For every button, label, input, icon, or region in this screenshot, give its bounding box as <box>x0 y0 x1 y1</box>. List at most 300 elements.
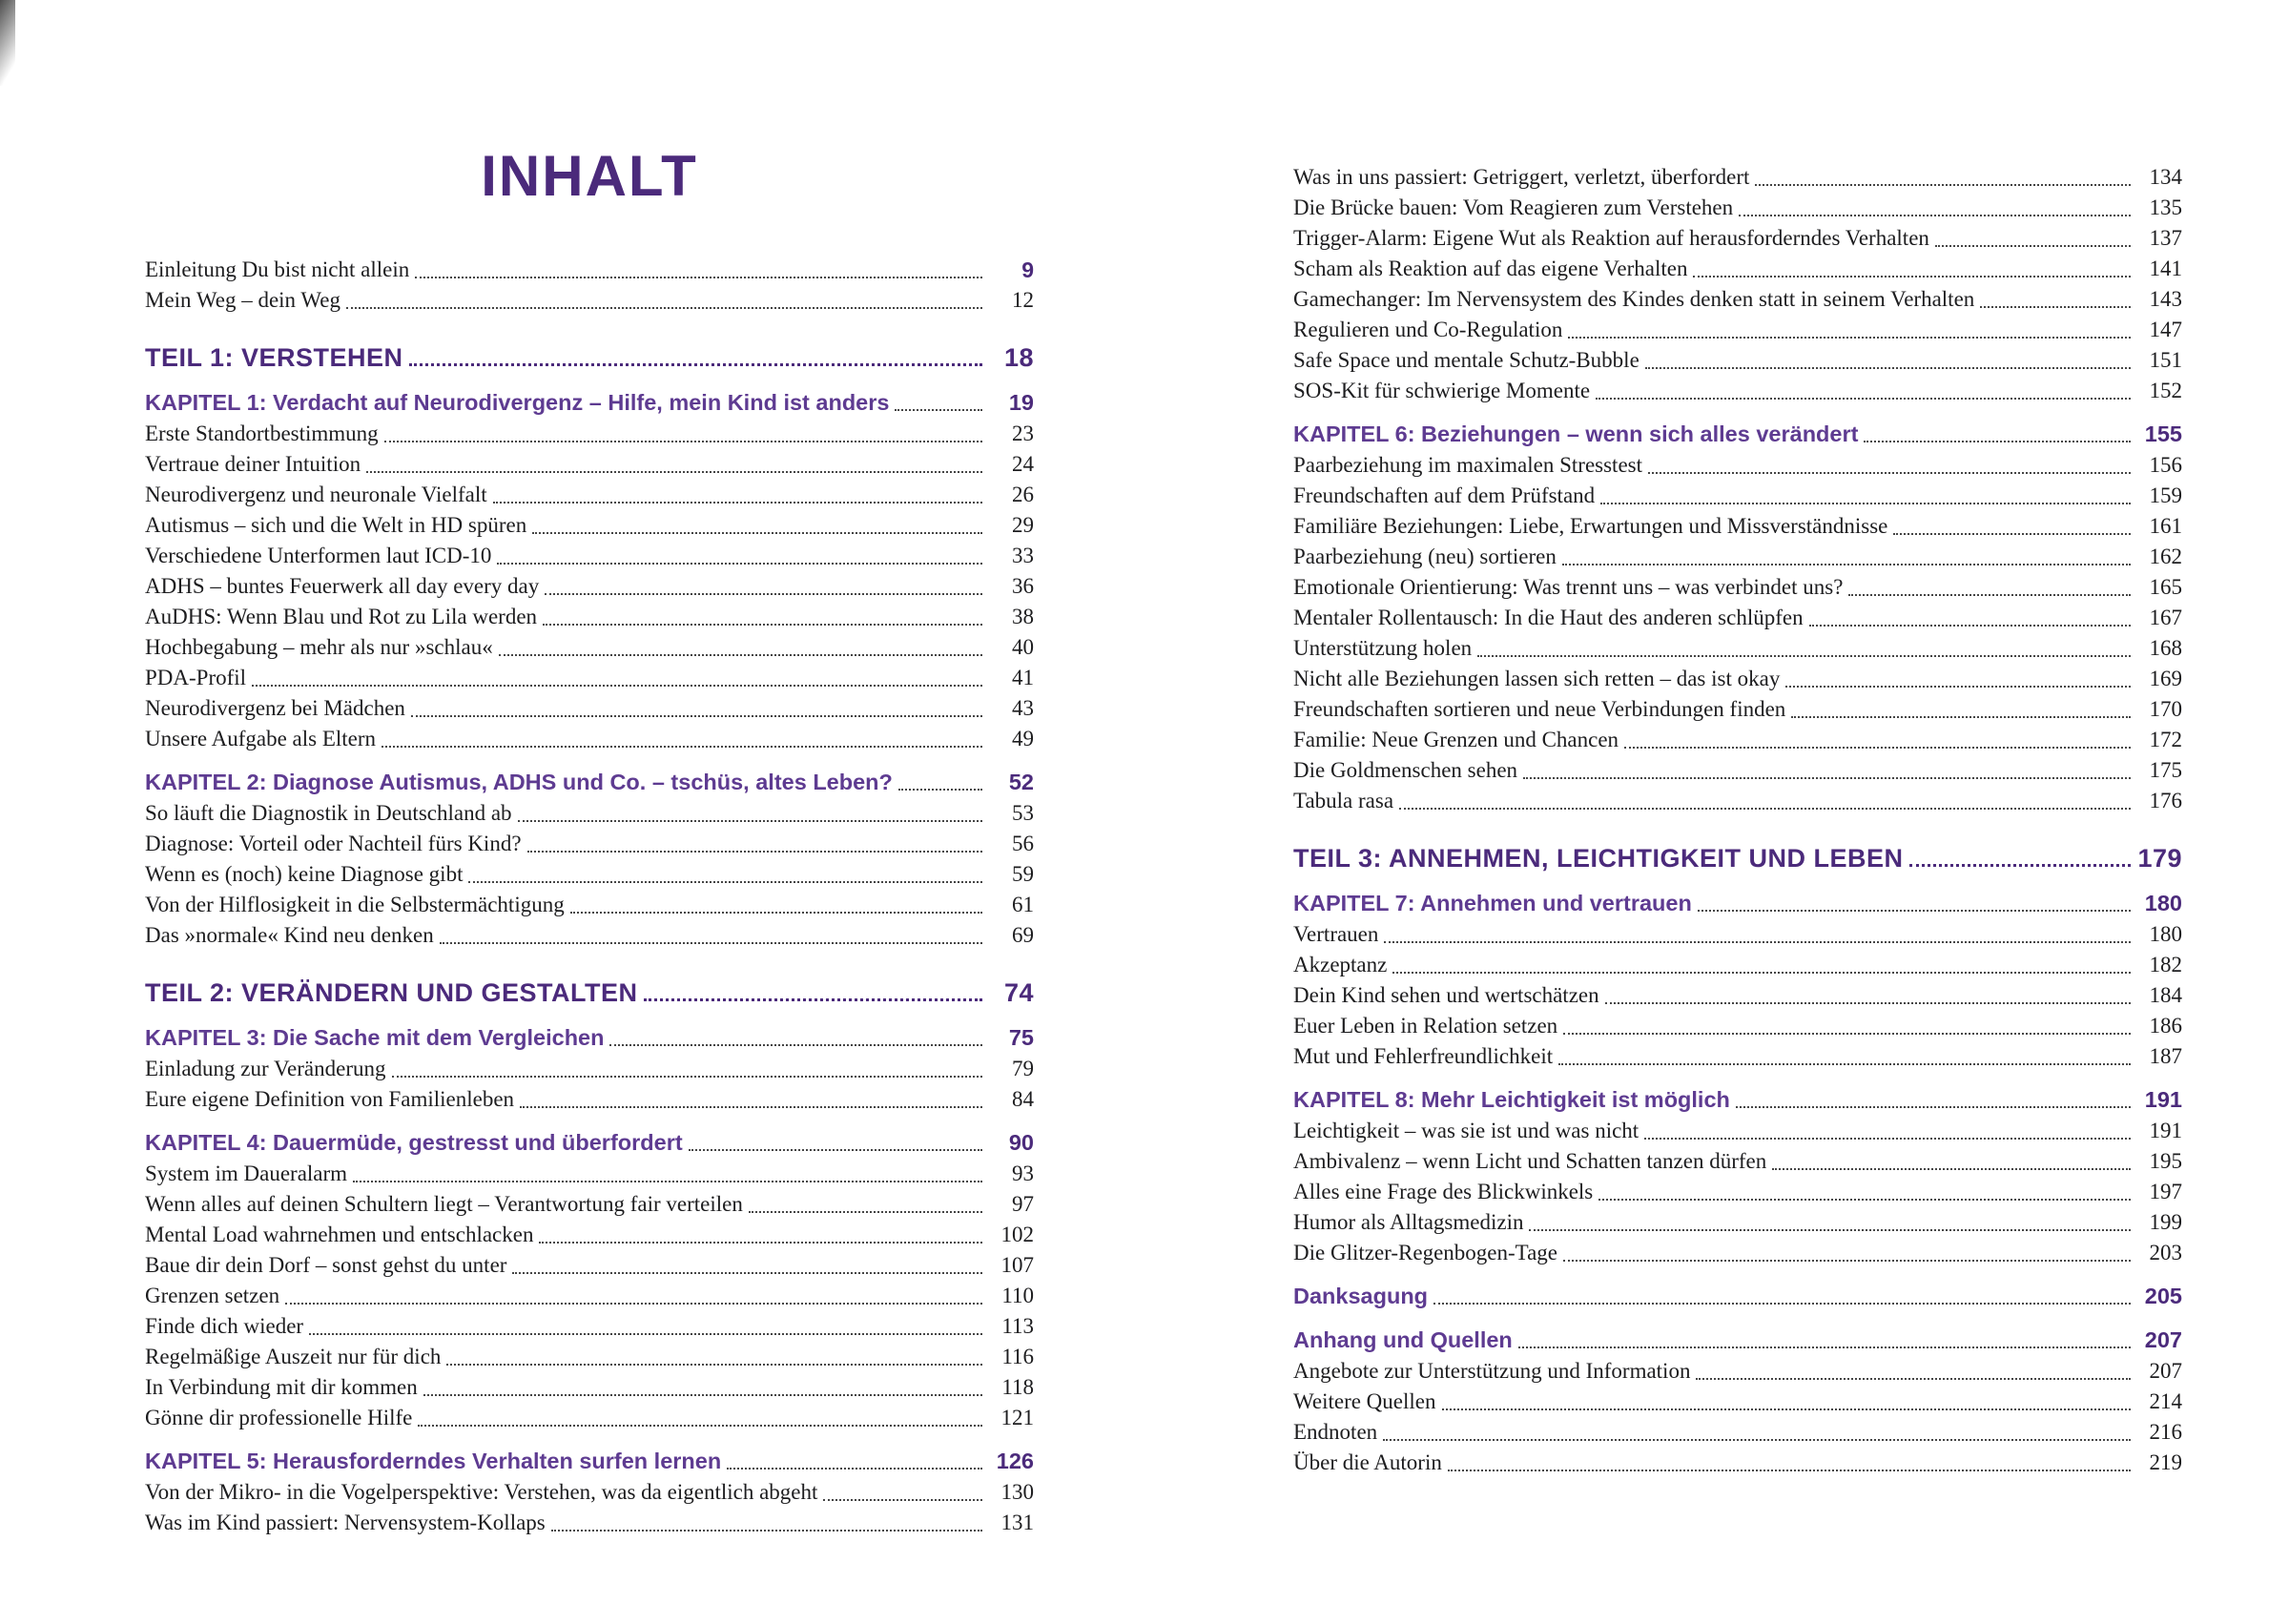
toc-section-heading <box>1293 1281 2182 1312</box>
toc-chapter-heading <box>1293 419 2182 450</box>
dot-leader <box>440 942 982 944</box>
toc-entry <box>1293 345 2182 376</box>
entry-label: Hochbegabung – mehr als nur »schlau« <box>145 635 493 659</box>
dot-leader <box>1598 1199 2131 1201</box>
dot-leader <box>895 409 982 411</box>
entry-label: Weitere Quellen <box>1293 1389 1436 1413</box>
entry-label: Nicht alle Beziehungen lassen sich retten – das ist okay <box>1293 667 1781 690</box>
entry-label: KAPITEL 4: Dauermüde, gestresst und überfordert <box>145 1130 683 1155</box>
entry-label: Wenn alles auf deinen Schultern liegt – Verantwortung fair verteilen <box>145 1192 743 1216</box>
dot-leader <box>518 820 982 822</box>
toc-entry <box>145 663 1034 693</box>
entry-page-number: 24 <box>1012 452 1034 476</box>
dot-leader <box>1563 1033 2131 1035</box>
toc-part-heading <box>145 976 1034 1010</box>
entry-page-number: 69 <box>1012 923 1034 947</box>
dot-leader <box>499 654 982 656</box>
dot-leader <box>644 998 982 1001</box>
entry-label: TEIL 3: ANNEHMEN, LEICHTIGKEIT UND LEBEN <box>1293 844 1904 873</box>
entry-page-number: 134 <box>2149 165 2182 189</box>
entry-page-number: 84 <box>1012 1087 1034 1111</box>
page-title: INHALT <box>481 144 698 208</box>
entry-page-number: 74 <box>1003 978 1034 1007</box>
entry-label: KAPITEL 2: Diagnose Autismus, ADHS und Co. – tschüs, altes Leben? <box>145 770 893 794</box>
entry-page-number: 102 <box>1000 1223 1034 1246</box>
entry-label: Familiäre Beziehungen: Liebe, Erwartungen und Missverständnisse <box>1293 514 1888 538</box>
entry-label: In Verbindung mit dir kommen <box>145 1375 418 1399</box>
entry-label: Freundschaften sortieren und neue Verbindungen finden <box>1293 697 1786 721</box>
toc-entry <box>145 724 1034 754</box>
entry-label: Neurodivergenz bei Mädchen <box>145 696 405 720</box>
entry-page-number: 52 <box>1008 770 1034 794</box>
toc-chapter-heading <box>145 767 1034 798</box>
entry-page-number: 187 <box>2149 1044 2182 1068</box>
entry-label: So läuft die Diagnostik in Deutschland ab <box>145 801 512 825</box>
dot-leader <box>1399 808 2131 810</box>
dot-leader <box>1935 245 2131 247</box>
dot-leader <box>353 1181 982 1182</box>
entry-page-number: 19 <box>1008 390 1034 415</box>
dot-leader <box>497 563 982 565</box>
toc-entry <box>145 480 1034 510</box>
entry-page-number: 182 <box>2149 953 2182 976</box>
dot-leader <box>468 881 982 883</box>
entry-page-number: 49 <box>1012 727 1034 750</box>
entry-label: Vertraue deiner Intuition <box>145 452 361 476</box>
entry-page-number: 155 <box>2144 421 2182 446</box>
entry-page-number: 79 <box>1012 1057 1034 1080</box>
entry-label: Anhang und Quellen <box>1293 1327 1513 1352</box>
toc-entry <box>1293 1417 2182 1448</box>
dot-leader <box>1523 777 2131 779</box>
dot-leader <box>346 307 982 309</box>
entry-page-number: 137 <box>2149 226 2182 250</box>
toc-entry <box>145 632 1034 663</box>
entry-label: Von der Mikro- in die Vogelperspektive: Verstehen, was da eigentlich abgeht <box>145 1480 818 1504</box>
dot-leader <box>539 1242 982 1244</box>
entry-label: KAPITEL 1: Verdacht auf Neurodivergenz – Hilfe, mein Kind ist anders <box>145 390 890 415</box>
toc-entry <box>1293 1356 2182 1387</box>
toc-entry <box>1293 786 2182 816</box>
toc-entry <box>1293 1238 2182 1268</box>
dot-leader <box>1809 625 2131 627</box>
toc-entry <box>145 890 1034 920</box>
toc-entry <box>145 602 1034 632</box>
dot-leader <box>1392 972 2131 974</box>
entry-label: Erste Standortbestimmung <box>145 421 379 445</box>
toc-entry <box>145 829 1034 859</box>
entry-page-number: 161 <box>2149 514 2182 538</box>
entry-label: Baue dir dein Dorf – sonst gehst du unter <box>145 1253 507 1277</box>
toc-entry <box>1293 376 2182 406</box>
toc-entry <box>1293 1116 2182 1146</box>
entry-page-number: 195 <box>2149 1149 2182 1173</box>
toc-entry <box>145 859 1034 890</box>
dot-leader <box>1518 1346 2131 1348</box>
dot-leader <box>1433 1303 2131 1305</box>
toc-entry <box>145 1250 1034 1281</box>
dot-leader <box>1600 503 2131 504</box>
toc-entry <box>145 285 1034 316</box>
dot-leader <box>1698 910 2131 912</box>
entry-label: KAPITEL 8: Mehr Leichtigkeit ist möglich <box>1293 1087 1730 1112</box>
toc-chapter-heading <box>1293 888 2182 919</box>
toc-entry <box>1293 603 2182 633</box>
toc-entry <box>1293 980 2182 1011</box>
toc-entry <box>1293 450 2182 481</box>
dot-leader <box>1785 686 2131 688</box>
dot-leader <box>1384 941 2131 943</box>
dot-leader <box>1772 1168 2131 1170</box>
dot-leader <box>1529 1229 2131 1231</box>
dot-leader <box>1596 398 2131 400</box>
toc-entry <box>145 1342 1034 1372</box>
dot-leader <box>1893 533 2131 535</box>
entry-page-number: 59 <box>1012 862 1034 886</box>
toc-chapter-heading <box>145 1446 1034 1477</box>
entry-page-number: 40 <box>1012 635 1034 659</box>
entry-label: Humor als Alltagsmedizin <box>1293 1210 1524 1234</box>
toc-entry <box>1293 162 2182 193</box>
entry-page-number: 43 <box>1012 696 1034 720</box>
entry-label: Eure eigene Definition von Familienleben <box>145 1087 515 1111</box>
toc-entry <box>145 1403 1034 1433</box>
entry-page-number: 167 <box>2149 606 2182 629</box>
toc-section-heading <box>1293 1325 2182 1356</box>
entry-label: Akzeptanz <box>1293 953 1388 976</box>
entry-label: Dein Kind sehen und wertschätzen <box>1293 983 1599 1007</box>
toc-chapter-heading <box>145 1022 1034 1054</box>
entry-page-number: 130 <box>1000 1480 1034 1504</box>
dot-leader <box>1909 864 2131 867</box>
entry-label: Danksagung <box>1293 1284 1429 1308</box>
entry-label: Scham als Reaktion auf das eigene Verhalten <box>1293 257 1688 280</box>
toc-entry <box>145 693 1034 724</box>
entry-page-number: 18 <box>1003 343 1034 372</box>
entry-label: Die Glitzer-Regenbogen-Tage <box>1293 1241 1557 1264</box>
entry-label: Autismus – sich und die Welt in HD spüren <box>145 513 527 537</box>
dot-leader <box>727 1468 982 1470</box>
entry-page-number: 176 <box>2149 789 2182 812</box>
dot-leader <box>1442 1408 2132 1410</box>
toc-entry <box>145 1477 1034 1508</box>
dot-leader <box>1383 1439 2131 1441</box>
entry-page-number: 36 <box>1012 574 1034 598</box>
entry-label: Einladung zur Veränderung <box>145 1057 386 1080</box>
dot-leader <box>609 1044 982 1046</box>
entry-page-number: 131 <box>1000 1511 1034 1534</box>
entry-page-number: 151 <box>2149 348 2182 372</box>
entry-page-number: 199 <box>2149 1210 2182 1234</box>
dot-leader <box>1980 306 2131 308</box>
entry-label: Mut und Fehlerfreundlichkeit <box>1293 1044 1554 1068</box>
entry-label: TEIL 1: VERSTEHEN <box>145 343 403 372</box>
dot-leader <box>366 471 982 473</box>
dot-leader <box>384 441 982 442</box>
toc-entry <box>145 1311 1034 1342</box>
entry-label: Paarbeziehung im maximalen Stresstest <box>1293 453 1642 477</box>
toc-entry <box>145 1281 1034 1311</box>
dot-leader <box>545 593 982 595</box>
entry-label: Endnoten <box>1293 1420 1378 1444</box>
dot-leader <box>1791 716 2131 718</box>
toc-entry <box>1293 1041 2182 1072</box>
toc-entry <box>145 1372 1034 1403</box>
dot-leader <box>409 363 982 366</box>
entry-page-number: 191 <box>2149 1119 2182 1142</box>
dot-leader <box>1562 564 2131 565</box>
toc-part-heading <box>1293 841 2182 875</box>
dot-leader <box>1739 215 2131 216</box>
entry-page-number: 156 <box>2149 453 2182 477</box>
dot-leader <box>1558 1063 2131 1065</box>
entry-page-number: 110 <box>1001 1284 1034 1307</box>
toc-chapter-heading <box>145 1127 1034 1159</box>
entry-page-number: 26 <box>1012 483 1034 506</box>
dot-leader <box>532 532 982 534</box>
entry-page-number: 23 <box>1012 421 1034 445</box>
entry-label: ADHS – buntes Feuerwerk all day every day <box>145 574 540 598</box>
entry-label: Von der Hilflosigkeit in die Selbstermächtigung <box>145 893 565 916</box>
toc-entry <box>1293 1387 2182 1417</box>
dot-leader <box>1864 441 2131 442</box>
dot-leader <box>1736 1106 2131 1108</box>
toc-entry <box>145 255 1034 285</box>
toc-entry <box>1293 1011 2182 1041</box>
entry-page-number: 191 <box>2144 1087 2182 1112</box>
entry-label: Neurodivergenz und neuronale Vielfalt <box>145 483 487 506</box>
toc-entry <box>145 449 1034 480</box>
toc-list-left <box>145 255 1034 1538</box>
entry-page-number: 184 <box>2149 983 2182 1007</box>
entry-page-number: 41 <box>1012 666 1034 689</box>
entry-page-number: 159 <box>2149 483 2182 507</box>
entry-label: Ambivalenz – wenn Licht und Schatten tanzen dürfen <box>1293 1149 1767 1173</box>
dot-leader <box>898 789 982 791</box>
entry-label: Vertrauen <box>1293 922 1379 946</box>
entry-label: KAPITEL 6: Beziehungen – wenn sich alles verändert <box>1293 421 1859 446</box>
entry-label: Trigger-Alarm: Eigene Wut als Reaktion auf herausforderndes Verhalten <box>1293 226 1929 250</box>
dot-leader <box>527 851 982 853</box>
entry-label: Emotionale Orientierung: Was trennt uns – was verbindet uns? <box>1293 575 1844 599</box>
dot-leader <box>415 277 982 278</box>
toc-entry <box>1293 694 2182 725</box>
entry-page-number: 29 <box>1012 513 1034 537</box>
entry-label: PDA-Profil <box>145 666 247 689</box>
scan-corner-shadow <box>0 0 15 86</box>
entry-page-number: 126 <box>996 1449 1034 1473</box>
entry-label: Mental Load wahrnehmen und entschlacken <box>145 1223 534 1246</box>
toc-entry <box>1293 254 2182 284</box>
toc-entry <box>1293 1177 2182 1207</box>
dot-leader <box>446 1364 982 1366</box>
toc-entry <box>1293 1448 2182 1478</box>
entry-page-number: 169 <box>2149 667 2182 690</box>
entry-label: Diagnose: Vorteil oder Nachteil fürs Kind? <box>145 832 522 855</box>
entry-label: SOS-Kit für schwierige Momente <box>1293 379 1591 402</box>
entry-label: TEIL 2: VERÄNDERN UND GESTALTEN <box>145 978 638 1007</box>
entry-page-number: 180 <box>2144 891 2182 915</box>
toc-chapter-heading <box>145 387 1034 419</box>
entry-page-number: 170 <box>2149 697 2182 721</box>
entry-page-number: 12 <box>1012 288 1034 312</box>
dot-leader <box>1848 594 2131 596</box>
entry-label: Mein Weg – dein Weg <box>145 288 340 312</box>
dot-leader <box>749 1211 982 1213</box>
entry-page-number: 116 <box>1001 1345 1034 1368</box>
toc-entry <box>1293 664 2182 694</box>
toc-entry <box>145 798 1034 829</box>
entry-page-number: 207 <box>2144 1327 2182 1352</box>
dot-leader <box>1605 1002 2131 1004</box>
entry-label: Grenzen setzen <box>145 1284 280 1307</box>
dot-leader <box>285 1303 982 1305</box>
toc-entry <box>1293 511 2182 542</box>
entry-page-number: 147 <box>2149 318 2182 341</box>
entry-page-number: 216 <box>2149 1420 2182 1444</box>
dot-leader <box>543 624 982 626</box>
toc-entry <box>145 541 1034 571</box>
entry-page-number: 61 <box>1012 893 1034 916</box>
entry-label: Einleitung Du bist nicht allein <box>145 257 410 281</box>
entry-label: AuDHS: Wenn Blau und Rot zu Lila werden <box>145 605 538 628</box>
entry-label: Angebote zur Unterstützung und Information <box>1293 1359 1691 1383</box>
entry-page-number: 162 <box>2149 545 2182 568</box>
dot-leader <box>1563 1260 2131 1262</box>
entry-page-number: 113 <box>1001 1314 1034 1338</box>
toc-entry <box>1293 755 2182 786</box>
toc-entry <box>1293 919 2182 950</box>
entry-page-number: 175 <box>2149 758 2182 782</box>
toc-entry <box>145 1159 1034 1189</box>
entry-page-number: 172 <box>2149 728 2182 751</box>
toc-entry <box>1293 633 2182 664</box>
entry-label: Regelmäßige Auszeit nur für dich <box>145 1345 442 1368</box>
toc-column-left <box>145 0 1034 1538</box>
dot-leader <box>382 746 982 748</box>
entry-label: Safe Space und mentale Schutz-Bubble <box>1293 348 1639 372</box>
dot-leader <box>1696 1378 2131 1380</box>
toc-entry <box>145 1189 1034 1220</box>
toc-part-heading <box>145 340 1034 375</box>
dot-leader <box>411 715 982 717</box>
toc-entry <box>145 419 1034 449</box>
toc-entry <box>1293 284 2182 315</box>
entry-label: Unsere Aufgabe als Eltern <box>145 727 377 750</box>
toc-entry <box>1293 950 2182 980</box>
toc-entry <box>1293 725 2182 755</box>
toc-entry <box>1293 481 2182 511</box>
entry-label: Paarbeziehung (neu) sortieren <box>1293 545 1557 568</box>
entry-page-number: 205 <box>2144 1284 2182 1308</box>
entry-label: Tabula rasa <box>1293 789 1394 812</box>
dot-leader <box>418 1425 982 1427</box>
entry-label: Was im Kind passiert: Nervensystem-Kollaps <box>145 1511 546 1534</box>
dot-leader <box>1568 337 2131 339</box>
entry-page-number: 75 <box>1008 1025 1034 1050</box>
entry-page-number: 121 <box>1000 1406 1034 1429</box>
dot-leader <box>252 685 982 687</box>
entry-page-number: 219 <box>2149 1450 2182 1474</box>
entry-page-number: 90 <box>1008 1130 1034 1155</box>
dot-leader <box>1477 655 2131 657</box>
entry-label: Freundschaften auf dem Prüfstand <box>1293 483 1596 507</box>
toc-entry <box>1293 1207 2182 1238</box>
toc-entry <box>145 571 1034 602</box>
entry-label: KAPITEL 3: Die Sache mit dem Vergleichen <box>145 1025 605 1050</box>
entry-label: Die Goldmenschen sehen <box>1293 758 1518 782</box>
toc-entry <box>1293 572 2182 603</box>
entry-label: Gamechanger: Im Nervensystem des Kindes denken statt in seinem Verhalten <box>1293 287 1975 311</box>
dot-leader <box>1645 367 2131 369</box>
entry-label: Unterstützung holen <box>1293 636 1473 660</box>
entry-page-number: 197 <box>2149 1180 2182 1203</box>
entry-page-number: 53 <box>1012 801 1034 825</box>
toc-entry <box>1293 1146 2182 1177</box>
entry-page-number: 38 <box>1012 605 1034 628</box>
entry-page-number: 97 <box>1012 1192 1034 1216</box>
entry-label: KAPITEL 5: Herausforderndes Verhalten surfen lernen <box>145 1449 722 1473</box>
toc-chapter-heading <box>1293 1084 2182 1116</box>
entry-page-number: 165 <box>2149 575 2182 599</box>
entry-label: Über die Autorin <box>1293 1450 1442 1474</box>
entry-label: Familie: Neue Grenzen und Chancen <box>1293 728 1619 751</box>
toc-entry <box>145 920 1034 951</box>
entry-label: Was in uns passiert: Getriggert, verletzt, überfordert <box>1293 165 1750 189</box>
dot-leader <box>823 1499 982 1501</box>
dot-leader <box>1648 472 2131 474</box>
entry-page-number: 179 <box>2137 844 2182 873</box>
toc-entry <box>145 1220 1034 1250</box>
entry-page-number: 118 <box>1001 1375 1034 1399</box>
entry-label: Wenn es (noch) keine Diagnose gibt <box>145 862 464 886</box>
dot-leader <box>570 912 982 914</box>
entry-label: Gönne dir professionelle Hilfe <box>145 1406 413 1429</box>
entry-page-number: 168 <box>2149 636 2182 660</box>
entry-page-number: 152 <box>2149 379 2182 402</box>
toc-entry <box>1293 223 2182 254</box>
entry-label: Regulieren und Co-Regulation <box>1293 318 1563 341</box>
dot-leader <box>551 1530 982 1531</box>
entry-label: System im Daueralarm <box>145 1161 348 1185</box>
entry-label: Verschiedene Unterformen laut ICD-10 <box>145 544 492 567</box>
dot-leader <box>309 1333 982 1335</box>
toc-entry <box>1293 193 2182 223</box>
entry-page-number: 180 <box>2149 922 2182 946</box>
entry-page-number: 207 <box>2149 1359 2182 1383</box>
entry-label: Finde dich wieder <box>145 1314 304 1338</box>
dot-leader <box>1755 184 2131 186</box>
dot-leader <box>1624 747 2131 749</box>
dot-leader <box>1644 1138 2131 1140</box>
toc-entry <box>145 1054 1034 1084</box>
toc-column-right <box>1293 0 2182 1478</box>
entry-page-number: 143 <box>2149 287 2182 311</box>
entry-page-number: 203 <box>2149 1241 2182 1264</box>
toc-entry <box>145 510 1034 541</box>
entry-page-number: 186 <box>2149 1014 2182 1038</box>
dot-leader <box>1693 276 2131 278</box>
toc-entry <box>145 1508 1034 1538</box>
toc-entry <box>1293 315 2182 345</box>
entry-page-number: 9 <box>1021 257 1034 282</box>
dot-leader <box>392 1076 983 1078</box>
entry-page-number: 33 <box>1012 544 1034 567</box>
entry-label: Alles eine Frage des Blickwinkels <box>1293 1180 1594 1203</box>
entry-label: Das »normale« Kind neu denken <box>145 923 434 947</box>
entry-page-number: 107 <box>1000 1253 1034 1277</box>
entry-label: Leichtigkeit – was sie ist und was nicht <box>1293 1119 1639 1142</box>
